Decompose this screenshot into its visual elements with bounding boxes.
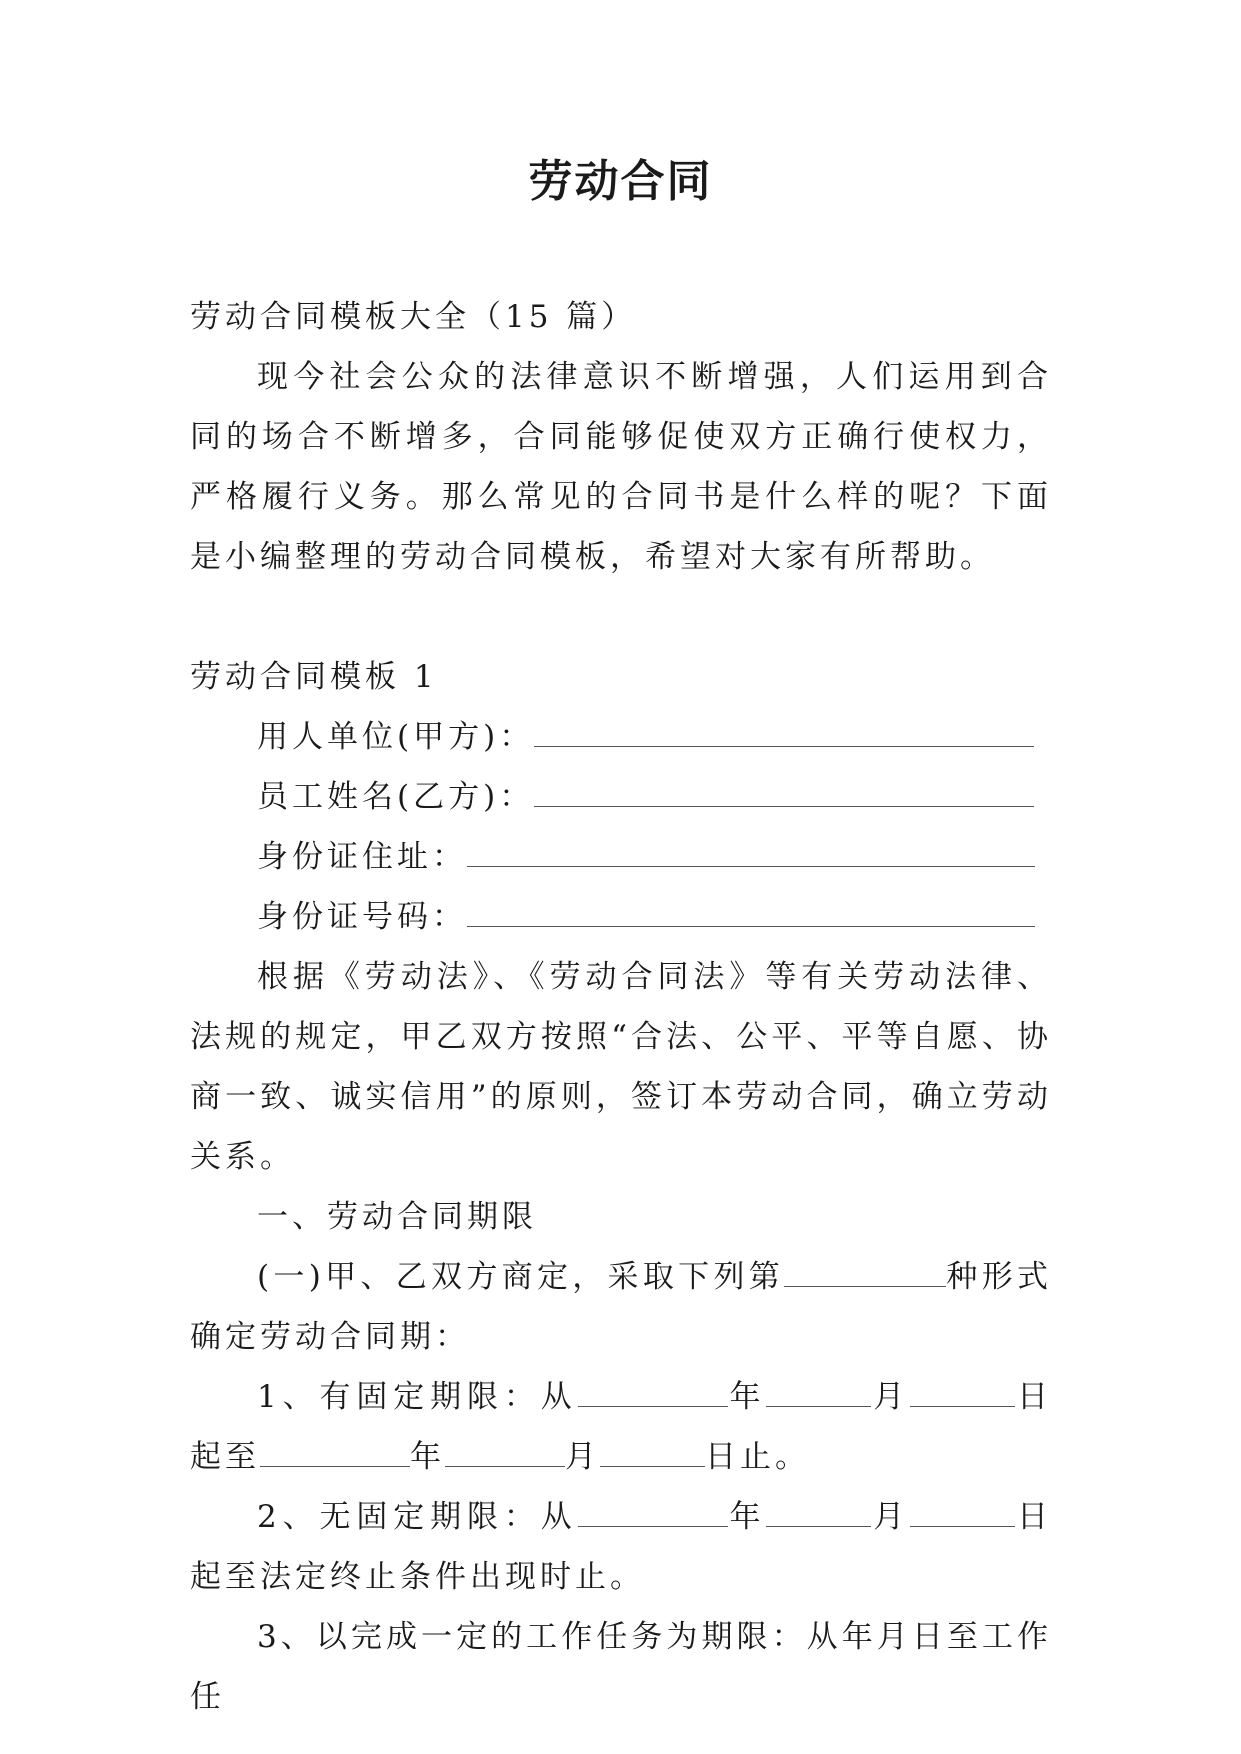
item2-month-label: 月 [871,1499,911,1535]
document-subtitle: 劳动合同模板大全（15 篇） [190,299,637,335]
section1-heading: 一、劳动合同期限 [257,1199,537,1235]
item1-start-day-blank[interactable] [910,1378,1015,1407]
template-heading: 劳动合同模板 1 [190,659,438,695]
contract-form-blank[interactable] [784,1258,946,1287]
item2-start-year-blank[interactable] [578,1498,728,1527]
item1-month-label: 月 [871,1379,911,1415]
id-number-blank[interactable] [467,898,1035,927]
item1-start-month-blank[interactable] [766,1378,871,1407]
item2-start-day-blank[interactable] [910,1498,1015,1527]
item1-year-label: 年 [727,1379,767,1415]
item2-start-month-blank[interactable] [766,1498,871,1527]
item-1-fixed-term [190,1367,1052,1487]
id-address-blank[interactable] [467,838,1035,867]
employee-blank[interactable] [534,778,1034,807]
document-body [190,287,1052,1727]
item1-end-month-blank[interactable] [445,1438,565,1467]
item2-year-label: 年 [727,1499,767,1535]
item-2-open-term [190,1487,1052,1607]
item1-prefix: 1、有固定期限：从 [257,1379,578,1415]
clause-1a-start: (一)甲、乙双方商定，采取下列第 [257,1259,785,1295]
employee-field-row [190,767,1052,827]
item2-suffix: 法定终止条件出现时止。 [260,1559,645,1595]
clause-1a-end: 种形式确定劳动合同期： [190,1259,1053,1355]
id-address-label: 身份证住址： [257,839,467,875]
item1-day-end-label: 日止。 [705,1439,810,1475]
employer-blank[interactable] [534,718,1034,747]
document-title: 劳动合同 [528,156,713,207]
employer-field-row [190,707,1052,767]
id-number-field-row [190,887,1052,947]
item2-prefix: 2、无固定期限：从 [257,1499,578,1535]
item2-day-from-label: 日起至 [190,1499,1053,1595]
item1-end-year-blank[interactable] [260,1438,410,1467]
item1-end-year-label: 年 [410,1439,445,1475]
item1-end-month-label: 月 [565,1439,600,1475]
paragraph-spacer [190,587,1052,647]
item1-start-year-blank[interactable] [578,1378,728,1407]
id-number-label: 身份证号码： [257,899,467,935]
employee-label: 员工姓名(乙方)： [257,779,535,815]
id-address-field-row [190,827,1052,887]
intro-paragraph: 现今社会公众的法律意识不断增强，人们运用到合同的场合不断增多，合同能够促使双方正确行使权力，严格履行义务。那么常见的合同书是什么样的呢？下面是小编整理的劳动合同模板，希望对大家有所帮助。 [190,359,1052,575]
employer-label: 用人单位(甲方)： [257,719,535,755]
clause-1a [190,1247,1052,1367]
item1-day-from-label: 日起至 [190,1379,1053,1475]
preamble-paragraph: 根据《劳动法》、《劳动合同法》等有关劳动法律、法规的规定，甲乙双方按照“合法、公平、平等自愿、协商一致、诚实信用”的原则，签订本劳动合同，确立劳动关系。 [190,959,1052,1175]
item-3-task-term: 3、以完成一定的工作任务为期限：从年月日至工作任 [190,1619,1052,1715]
item1-end-day-blank[interactable] [600,1438,705,1467]
